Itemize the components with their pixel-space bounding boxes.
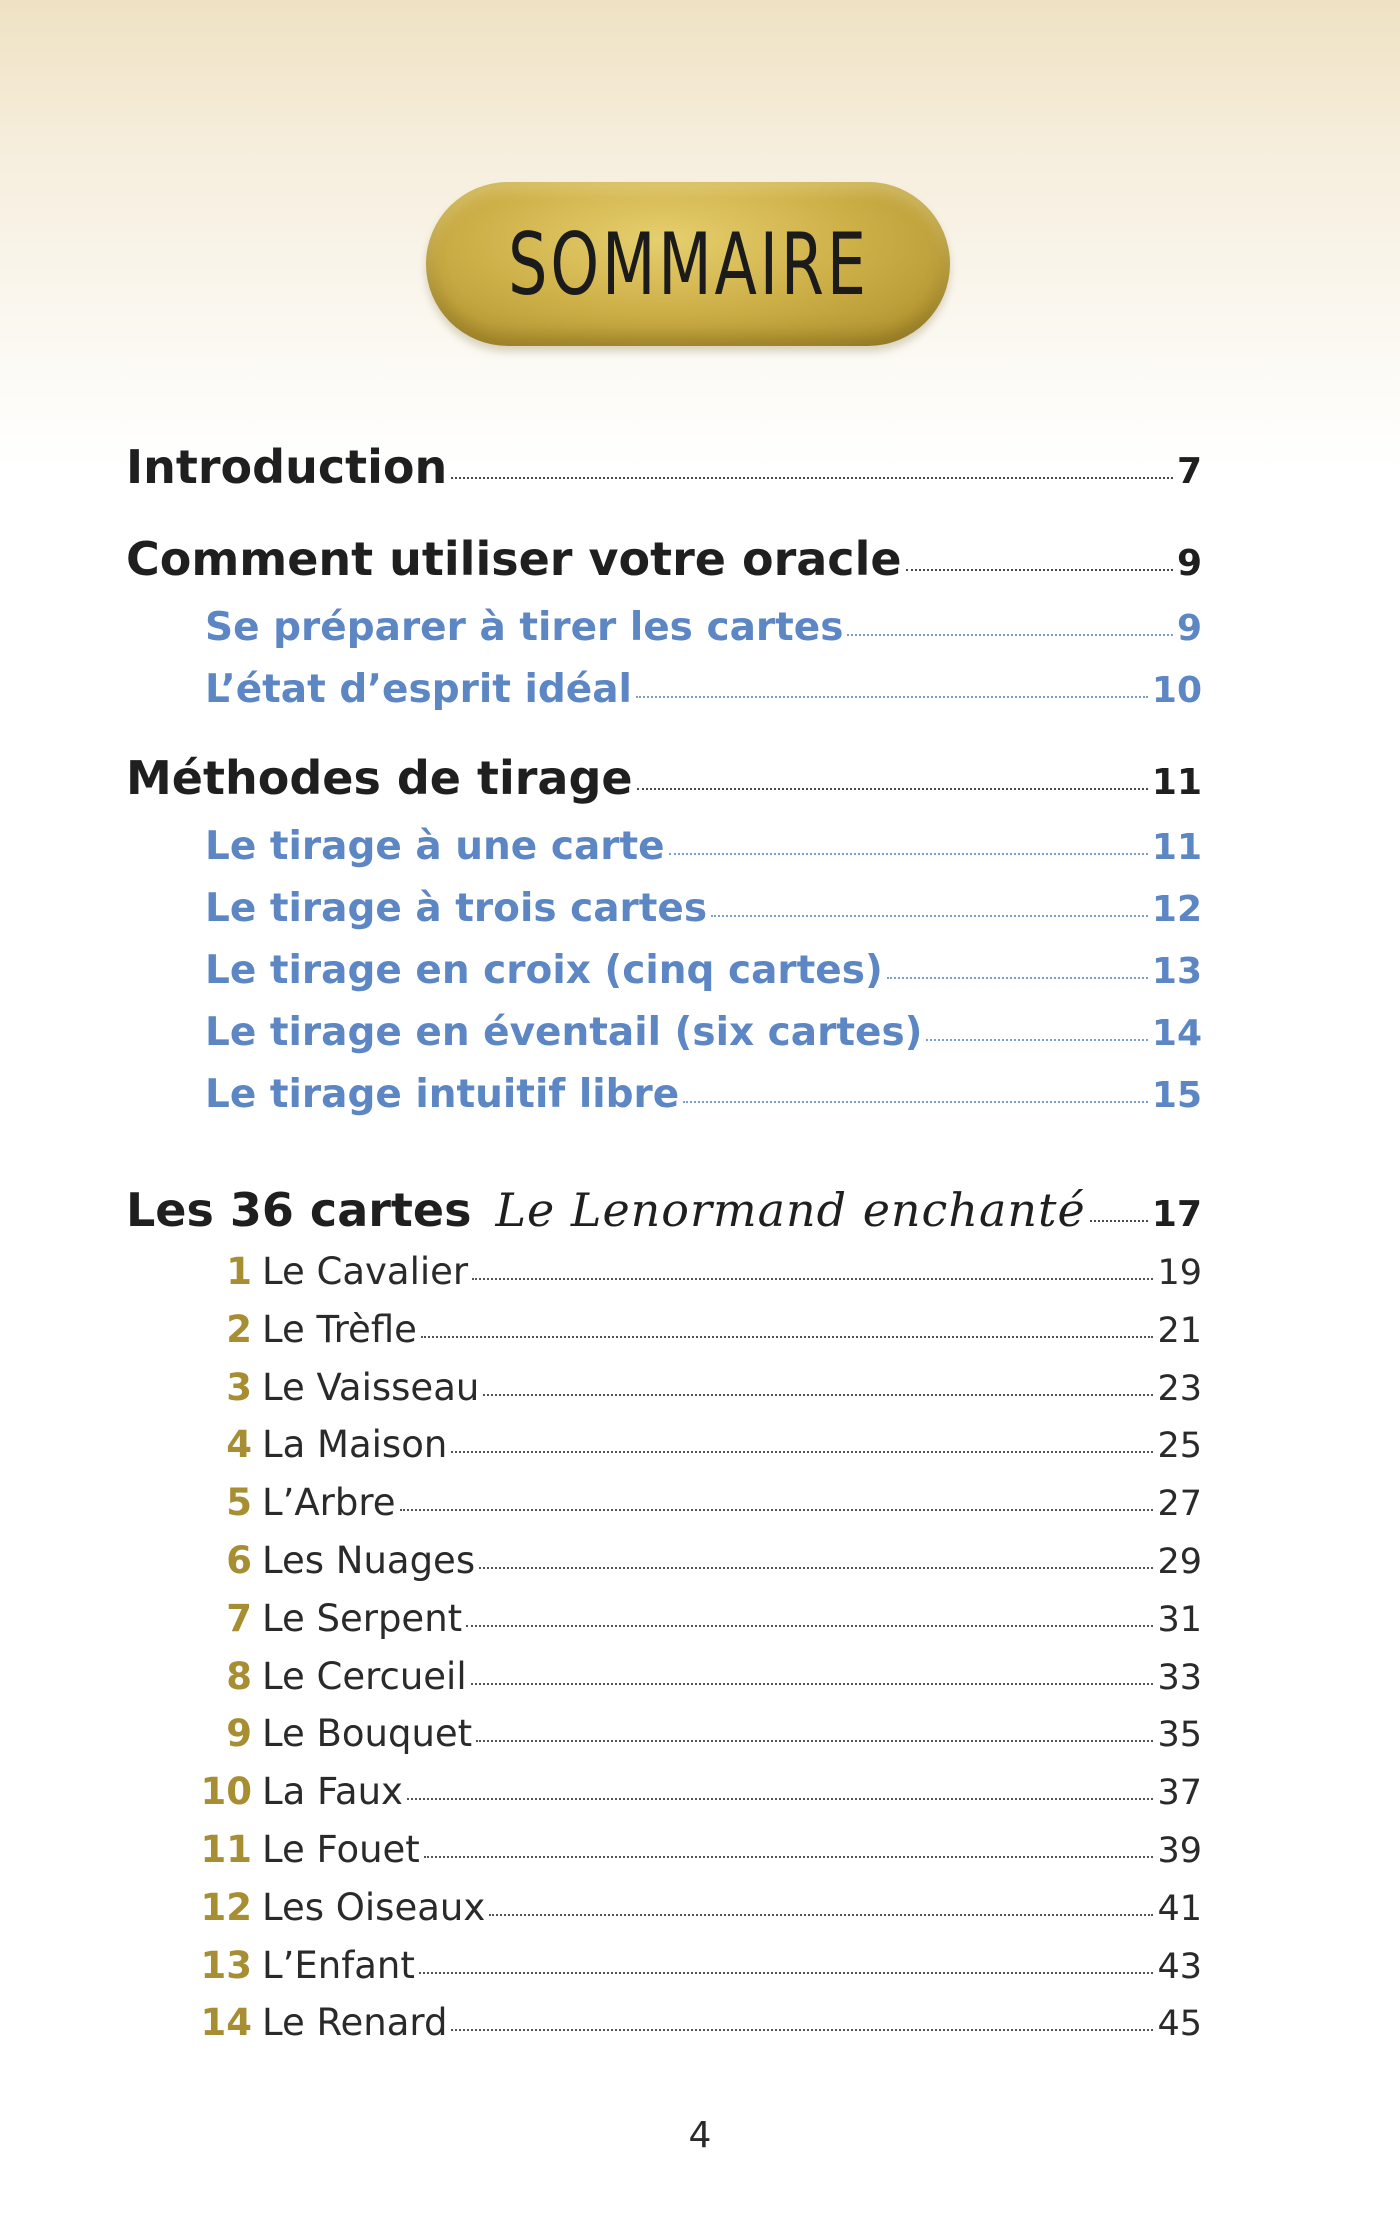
card-entry[interactable] (150, 1886, 1202, 1929)
card-entry-page: 23 (1157, 1368, 1202, 1409)
card-entry[interactable] (150, 1655, 1202, 1698)
dot-leader (1090, 1220, 1148, 1222)
toc-entry-comment-utiliser[interactable] (126, 532, 1202, 586)
toc-entry-page: 10 (1151, 670, 1202, 711)
card-entry-page: 29 (1157, 1542, 1202, 1582)
toc-entry-page: 11 (1151, 827, 1202, 868)
card-entry-page: 37 (1157, 1773, 1202, 1814)
card-number: 6 (226, 1539, 252, 1582)
card-entry[interactable] (150, 2001, 1202, 2044)
card-entry-label (150, 2001, 447, 2044)
toc-entry-label: L’état d’esprit idéal (205, 667, 632, 712)
dot-leader (887, 977, 1148, 979)
card-entry[interactable] (150, 1250, 1202, 1293)
card-number: 3 (226, 1365, 252, 1409)
toc-entry-methodes[interactable] (126, 751, 1202, 805)
card-name: L’Arbre (262, 1481, 396, 1525)
card-entry-page: 41 (1157, 1888, 1202, 1929)
card-entry-label (150, 1712, 472, 1755)
toc-entry-page: 13 (1151, 951, 1202, 992)
dot-leader (400, 1509, 1154, 1511)
card-entry-label (150, 1944, 415, 1987)
dot-leader (476, 1740, 1153, 1742)
card-number: 7 (226, 1596, 252, 1640)
toc-entry-page: 7 (1176, 451, 1202, 492)
card-number: 2 (226, 1307, 252, 1351)
dot-leader (421, 1336, 1154, 1338)
card-entry-page: 27 (1157, 1484, 1202, 1525)
toc-entry-label (126, 1183, 1086, 1237)
card-name: Les Oiseaux (262, 1885, 486, 1929)
page-title: SOMMAIRE (507, 215, 869, 315)
card-number: 13 (200, 1943, 252, 1987)
card-entry[interactable] (150, 1944, 1202, 1987)
card-name: La Faux (262, 1770, 403, 1814)
card-entry[interactable] (150, 1828, 1202, 1871)
toc-entry-label: Le tirage en croix (cinq cartes) (205, 948, 883, 993)
card-entry-page: 31 (1157, 1599, 1202, 1640)
card-entry-label (150, 1770, 403, 1813)
toc-subentry[interactable] (205, 886, 1202, 931)
card-name: Le Vaisseau (262, 1365, 480, 1409)
dot-leader (926, 1039, 1147, 1041)
card-name: Les Nuages (262, 1539, 476, 1582)
card-number: 10 (200, 1770, 252, 1814)
card-name: Le Cercueil (262, 1654, 467, 1698)
dot-leader (466, 1625, 1153, 1627)
card-entry[interactable] (150, 1770, 1202, 1813)
card-entry-page: 21 (1157, 1310, 1202, 1351)
card-entry[interactable] (150, 1539, 1202, 1582)
card-name: Le Serpent (262, 1596, 463, 1640)
card-entry-page: 43 (1157, 1946, 1202, 1987)
toc-entry-page: 11 (1151, 762, 1202, 803)
card-name: Le Renard (262, 2001, 448, 2045)
card-entry-label (150, 1250, 468, 1293)
card-name: La Maison (262, 1423, 448, 1467)
card-number: 14 (200, 2001, 252, 2045)
toc-entry-introduction[interactable] (126, 440, 1202, 494)
card-entry[interactable] (150, 1423, 1202, 1466)
card-entry[interactable] (150, 1481, 1202, 1524)
card-entry-label (150, 1366, 479, 1409)
toc-entry-label: Le tirage intuitif libre (205, 1072, 680, 1117)
card-entry-label (150, 1423, 447, 1466)
dot-leader (637, 788, 1148, 790)
dot-leader (479, 1567, 1153, 1569)
dot-leader (669, 853, 1148, 855)
card-entry-page: 45 (1157, 2004, 1202, 2045)
card-number: 8 (226, 1654, 252, 1698)
card-entry-label (150, 1655, 467, 1698)
card-entry-label (150, 1539, 475, 1582)
cards-section-label: Les 36 cartes (126, 1183, 472, 1237)
card-entry-page: 35 (1157, 1715, 1202, 1756)
toc-subentry[interactable] (205, 1072, 1202, 1117)
card-entry-label (150, 1308, 417, 1351)
card-entry[interactable] (150, 1366, 1202, 1409)
dot-leader (451, 477, 1173, 479)
dot-leader (471, 1683, 1154, 1685)
toc-entry-label: Méthodes de tirage (126, 751, 633, 805)
toc-entry-label: Le tirage à trois cartes (205, 886, 708, 931)
card-name: Le Trèfle (262, 1307, 417, 1351)
card-entry[interactable] (150, 1712, 1202, 1755)
toc-subentry[interactable] (205, 824, 1202, 869)
dot-leader (636, 696, 1148, 698)
toc-entry-label: Introduction (126, 440, 448, 494)
card-number: 5 (226, 1481, 252, 1525)
toc-subentry[interactable] (205, 1010, 1202, 1055)
toc-entry-les-36-cartes[interactable] (126, 1183, 1202, 1237)
toc-subentry[interactable] (205, 605, 1202, 650)
dot-leader (711, 915, 1148, 917)
dot-leader (472, 1278, 1153, 1280)
card-entry-label (150, 1886, 485, 1929)
card-number: 12 (200, 1885, 252, 1929)
title-badge (426, 182, 950, 346)
card-entry-label (150, 1597, 462, 1640)
toc-entry-label: Se préparer à tirer les cartes (205, 605, 844, 650)
card-entry-page: 25 (1157, 1426, 1202, 1467)
card-entry-page: 39 (1157, 1831, 1202, 1871)
card-number: 1 (226, 1250, 252, 1293)
dot-leader (683, 1101, 1148, 1103)
card-entry[interactable] (150, 1597, 1202, 1640)
card-entry-label (150, 1828, 420, 1871)
dot-leader (451, 2029, 1153, 2031)
toc-entry-label: Comment utiliser votre oracle (126, 532, 902, 586)
dot-leader (424, 1856, 1154, 1858)
dot-leader (847, 634, 1173, 636)
card-entry[interactable] (150, 1308, 1202, 1351)
card-number: 4 (226, 1423, 252, 1467)
toc-entry-page: 17 (1151, 1194, 1202, 1235)
card-number: 11 (200, 1828, 252, 1871)
toc-entry-page: 15 (1151, 1075, 1202, 1116)
card-number: 9 (226, 1712, 252, 1756)
toc-entry-page: 9 (1176, 608, 1202, 649)
toc-entry-page: 14 (1151, 1013, 1202, 1054)
toc-subentry[interactable] (205, 948, 1202, 993)
toc-entry-page: 9 (1176, 543, 1202, 584)
toc-entry-label: Le tirage en éventail (six cartes) (205, 1010, 923, 1055)
card-entry-page: 19 (1157, 1253, 1202, 1293)
dot-leader (483, 1394, 1153, 1396)
card-name: L’Enfant (262, 1943, 415, 1987)
toc-subentry[interactable] (205, 667, 1202, 712)
dot-leader (419, 1972, 1154, 1974)
dot-leader (407, 1798, 1153, 1800)
toc-entry-label: Le tirage à une carte (205, 824, 665, 869)
card-entry-page: 33 (1157, 1657, 1202, 1698)
dot-leader (489, 1914, 1153, 1916)
card-name: Le Cavalier (262, 1250, 469, 1293)
card-entry-label (150, 1481, 396, 1524)
card-name: Le Bouquet (262, 1712, 473, 1756)
dot-leader (906, 569, 1173, 571)
cards-section-script-label: Le Lenormand enchanté (495, 1183, 1086, 1237)
dot-leader (451, 1451, 1153, 1453)
toc-entry-page: 12 (1151, 889, 1202, 930)
card-name: Le Fouet (262, 1828, 420, 1871)
page-number: 4 (688, 2115, 712, 2156)
